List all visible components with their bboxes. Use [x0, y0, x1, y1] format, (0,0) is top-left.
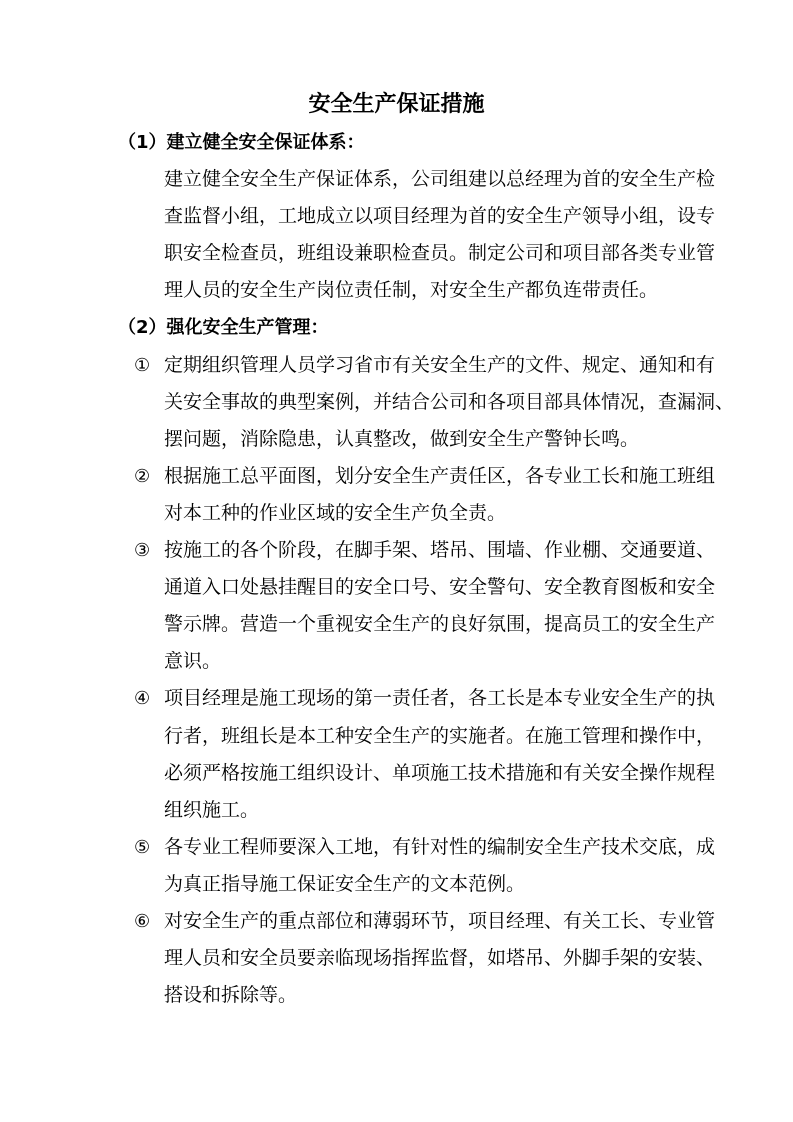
list-item-line — [0, 606, 793, 643]
section-2-heading: （2）强化安全生产管理： — [118, 317, 329, 339]
list-marker: ① — [134, 354, 151, 376]
list-item-text: 根据施工总平面图，划分安全生产责任区，各专业工长和施工班组 — [164, 464, 716, 487]
list-item-text: 对本工种的作业区域的安全生产负全责。 — [164, 501, 507, 524]
paragraph-line: 查监督小组，工地成立以项目经理为首的安全生产领导小组，设专 — [164, 205, 716, 228]
section-1-heading: （1）建立健全安全保证体系： — [118, 132, 365, 153]
list-item-text: 各专业工程师要深入工地，有针对性的编制安全生产技术交底，成 — [164, 835, 716, 858]
list-item-line — [0, 755, 793, 792]
list-item-text: 搭设和拆除等。 — [164, 984, 298, 1007]
list-item — [0, 829, 793, 903]
list-item — [0, 903, 793, 1014]
list-item-text: 对安全生产的重点部位和薄弱环节，项目经理、有关工长、专业管 — [164, 909, 716, 932]
list-item — [0, 532, 793, 680]
list-marker: ⑥ — [134, 910, 151, 932]
list-item-text: 定期组织管理人员学习省市有关安全生产的文件、规定、通知和有 — [164, 353, 716, 376]
list-item-text: 意识。 — [164, 650, 222, 673]
list-item-line — [0, 866, 793, 903]
list-item-line — [0, 829, 793, 866]
list-item — [0, 347, 793, 458]
list-item-line — [0, 977, 793, 1014]
list-marker: ⑤ — [134, 836, 151, 858]
list-item-line — [0, 458, 793, 495]
list-marker: ② — [134, 465, 151, 487]
list-item-line — [0, 903, 793, 940]
list-item-line — [0, 495, 793, 532]
list-item-text: 理人员和安全员要亲临现场指挥监督，如塔吊、外脚手架的安装、 — [164, 947, 716, 970]
paragraph-line: 职安全检查员，班组设兼职检查员。制定公司和项目部各类专业管 — [164, 242, 716, 265]
list-item-line — [0, 569, 793, 606]
list-item-line — [0, 532, 793, 569]
list-item-text: 通道入口处悬挂醒目的安全口号、安全警句、安全教育图板和安全 — [164, 576, 716, 599]
list-item-text: 组织施工。 — [164, 798, 260, 821]
list-item-text: 项目经理是施工现场的第一责任者，各工长是本专业安全生产的执 — [164, 687, 716, 710]
list-item-text: 摆问题，消除隐患，认真整改，做到安全生产警钟长鸣。 — [164, 427, 640, 450]
paragraph-line: 理人员的安全生产岗位责任制，对安全生产都负连带责任。 — [164, 279, 659, 302]
list-item-text: 关安全事故的典型案例，并结合公司和各项目部具体情况，查漏洞、 — [164, 390, 735, 413]
list-item — [0, 458, 793, 532]
list-item-text: 警示牌。营造一个重视安全生产的良好氛围，提高员工的安全生产 — [164, 613, 716, 636]
list-item-line — [0, 718, 793, 755]
list-item — [0, 680, 793, 828]
paragraph-line: 建立健全安全生产保证体系，公司组建以总经理为首的安全生产检 — [164, 168, 716, 191]
list-marker: ④ — [134, 688, 151, 710]
list-item-text: 必须严格按施工组织设计、单项施工技术措施和有关安全操作规程 — [164, 761, 716, 784]
list-item-line — [0, 792, 793, 829]
list-item-line — [0, 347, 793, 384]
list-item-text: 为真正指导施工保证安全生产的文本范例。 — [164, 872, 526, 895]
list-item-line — [0, 384, 793, 421]
list-item-line — [0, 421, 793, 458]
document-title: 安全生产保证措施 — [308, 92, 485, 117]
list-item-line — [0, 940, 793, 977]
list-item-text: 按施工的各个阶段，在脚手架、塔吊、围墙、作业棚、交通要道、 — [164, 539, 716, 562]
section-2-list — [0, 347, 793, 1015]
list-item-line — [0, 643, 793, 680]
list-marker: ③ — [134, 540, 151, 562]
document-body — [0, 124, 793, 1014]
list-item-line — [0, 680, 793, 717]
section-1-paragraph — [0, 161, 793, 309]
list-item-text: 行者，班组长是本工种安全生产的实施者。在施工管理和操作中， — [164, 724, 716, 747]
